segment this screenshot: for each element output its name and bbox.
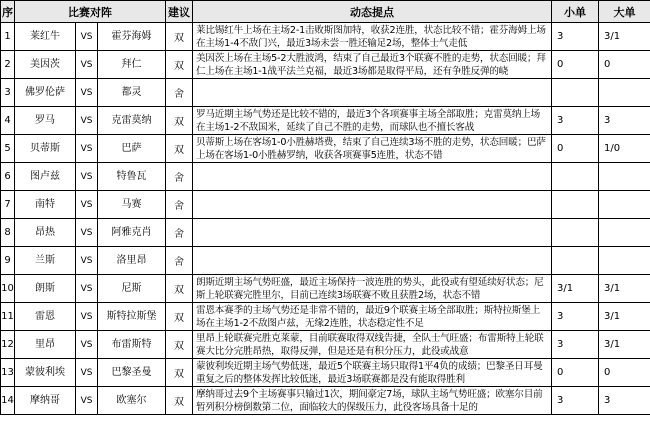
away-team — [98, 191, 166, 219]
table-row — [1, 247, 650, 275]
tip-text — [196, 164, 548, 190]
vs-label: VS — [76, 135, 98, 163]
tip-text: 罗马近期主场气势还是比较不错的，最近3个各项赛事主场全部取胜；克雷莫纳上场在主场1-2不敌国米，延续了自己不胜的走势，而球队也不擅长客战 — [196, 108, 541, 133]
tip-text: 蒙彼利埃近期主场气势低迷，最近5个联赛主场只取得1平4负的成绩；巴黎圣日耳曼重复之后的整体发挥比较低迷，最近3场联赛都是没有能取得胜利 — [196, 360, 543, 385]
table-row — [1, 51, 650, 79]
row-seq: 8 — [1, 219, 15, 247]
tip-text: 雷恩本赛季的主场气势还是非常不错的，最近9个联赛主场全部取胜；斯特拉斯堡上场在主场1-2不敌图卢兹，无缘2连胜，状态稳定性不足 — [196, 304, 541, 329]
small-value: 3 — [552, 331, 599, 359]
tip-cell — [193, 191, 552, 219]
header-seq: 序 — [1, 1, 15, 23]
small-value: 3 — [552, 107, 599, 135]
big-value — [599, 191, 650, 219]
recommend-value: 舍 — [166, 191, 193, 219]
tip-cell — [193, 303, 552, 331]
small-value — [552, 79, 599, 107]
table-row — [1, 135, 650, 163]
away-team — [98, 359, 166, 387]
table-row — [1, 275, 650, 303]
recommend-value: 舍 — [166, 163, 193, 191]
big-value — [599, 247, 650, 275]
tip-text: 摩纳哥过去9个主场赛事只输过1次，期间豪定7场，球队主场气势旺盛；欧塞尔目前暂列积分榜倒数第二位，面临较大的保级压力，此役客场具备十足的 — [196, 388, 543, 413]
recommend-value: 双 — [166, 359, 193, 387]
recommend-value: 双 — [166, 23, 193, 51]
away-team-name: 斯特拉斯堡 — [106, 311, 157, 322]
table-row — [1, 163, 650, 191]
away-team — [98, 23, 166, 51]
tip-cell — [193, 359, 552, 387]
vs-label: VS — [76, 79, 98, 107]
row-seq: 6 — [1, 163, 15, 191]
away-team — [98, 107, 166, 135]
vs-label: VS — [76, 387, 98, 415]
away-team-name: 尼斯 — [121, 283, 142, 294]
away-team-name: 欧塞尔 — [116, 395, 147, 406]
away-team-name: 巴黎圣曼 — [111, 367, 152, 378]
recommend-value: 舍 — [166, 247, 193, 275]
tip-cell — [193, 135, 552, 163]
away-team — [98, 79, 166, 107]
away-team-name: 阿雅克肖 — [111, 227, 152, 238]
tip-text: 美因茨上场在主场5-2大胜波鸿，结束了自己最近3个联赛不胜的走势，状态回暖；拜仁上场在主场1-1战平法兰克福，最近3场都是取得平局，还有争胜反弹的峣 — [196, 52, 546, 77]
small-value: 0 — [552, 135, 599, 163]
row-seq: 3 — [1, 79, 15, 107]
vs-label: VS — [76, 219, 98, 247]
table-row — [1, 23, 650, 51]
header-matchup: 比赛对阵 — [15, 1, 166, 23]
recommend-value: 双 — [166, 303, 193, 331]
row-seq: 10 — [1, 275, 15, 303]
row-seq: 1 — [1, 23, 15, 51]
table-row — [1, 191, 650, 219]
tip-cell — [193, 79, 552, 107]
home-team — [15, 331, 76, 359]
home-team-name: 摩纳哥 — [30, 395, 60, 406]
away-team — [98, 275, 166, 303]
tip-cell — [193, 247, 552, 275]
vs-label: VS — [76, 191, 98, 219]
row-seq: 12 — [1, 331, 15, 359]
tip-text — [196, 248, 548, 274]
home-team — [15, 219, 76, 247]
home-team — [15, 23, 76, 51]
small-value — [552, 191, 599, 219]
away-team — [98, 51, 166, 79]
table-header-row — [1, 1, 650, 23]
home-team — [15, 191, 76, 219]
row-seq: 5 — [1, 135, 15, 163]
home-team-name: 朗斯 — [35, 283, 55, 294]
big-value: 0 — [599, 51, 650, 79]
row-seq: 4 — [1, 107, 15, 135]
recommend-value: 双 — [166, 331, 193, 359]
small-value — [552, 219, 599, 247]
home-team — [15, 135, 76, 163]
away-team-name: 拜仁 — [121, 59, 142, 70]
header-big: 大单 — [599, 1, 650, 23]
away-team — [98, 135, 166, 163]
home-team — [15, 107, 76, 135]
header-tips: 动态提点 — [193, 1, 552, 23]
home-team-name: 里昂 — [35, 339, 55, 350]
big-value: 3/1 — [599, 331, 650, 359]
recommend-value: 舍 — [166, 79, 193, 107]
tip-text — [196, 80, 548, 106]
row-seq: 13 — [1, 359, 15, 387]
away-team-name: 特鲁瓦 — [116, 171, 147, 182]
big-value: 3 — [599, 107, 650, 135]
home-team-name: 兰斯 — [35, 255, 55, 266]
away-team — [98, 331, 166, 359]
tip-text — [196, 220, 548, 246]
vs-label: VS — [76, 275, 98, 303]
home-team-name: 佛罗伦萨 — [25, 87, 65, 98]
tip-cell — [193, 23, 552, 51]
tip-cell — [193, 387, 552, 415]
home-team — [15, 303, 76, 331]
table-row — [1, 387, 650, 415]
table-row — [1, 107, 650, 135]
big-value: 1/0 — [599, 135, 650, 163]
tip-text: 里昂上轮联赛完胜克莱蒙，目前联赛取得双线告捷，全队士气旺盛；布雷斯特上轮联赛大比分完胜昂热，取得反弹，但是还是有积分压力，此役或战意 — [196, 332, 544, 357]
small-value: 0 — [552, 51, 599, 79]
home-team-name: 南特 — [35, 199, 55, 210]
home-team-name: 雷恩 — [35, 311, 55, 322]
big-value: 0 — [599, 359, 650, 387]
big-value — [599, 163, 650, 191]
table-row — [1, 219, 650, 247]
home-team-name: 蒙彼利埃 — [25, 367, 65, 378]
vs-label: VS — [76, 247, 98, 275]
big-value — [599, 79, 650, 107]
away-team — [98, 247, 166, 275]
home-team — [15, 247, 76, 275]
small-value: 3/1 — [552, 275, 599, 303]
tip-text: 莱比锡红牛上场在主场2-1击败斯图加特，收获2连胜，状态比较不错；霍芬海姆上场在主场1-4不敌门兴，最近3场未尝一胜还输足2场，整体士气走低 — [196, 24, 546, 49]
tip-cell — [193, 219, 552, 247]
recommend-value: 双 — [166, 107, 193, 135]
big-value: 3/1 — [599, 275, 650, 303]
small-value — [552, 163, 599, 191]
tip-cell — [193, 275, 552, 303]
vs-label: VS — [76, 23, 98, 51]
vs-label: VS — [76, 163, 98, 191]
home-team-name: 罗马 — [35, 115, 55, 126]
recommend-value: 舍 — [166, 219, 193, 247]
tip-text: 贝蒂斯上场在客场1-0小胜赫塔费，结束了自己连续3场不胜的走势，状态回暖；巴萨上场在客场1-0小胜赫罗纳，收获各项赛事5连胜，状态不错 — [196, 136, 546, 161]
away-team — [98, 163, 166, 191]
big-value: 3/1 — [599, 23, 650, 51]
away-team-name: 巴萨 — [121, 143, 142, 154]
tip-cell — [193, 163, 552, 191]
away-team-name: 布雷斯特 — [111, 339, 152, 350]
recommend-value: 双 — [166, 275, 193, 303]
small-value: 3 — [552, 23, 599, 51]
home-team-name: 图卢兹 — [30, 171, 60, 182]
home-team-name: 美因茨 — [30, 59, 60, 70]
home-team-name: 莱红牛 — [30, 31, 60, 42]
header-recommend: 建议 — [166, 1, 193, 23]
vs-label: VS — [76, 303, 98, 331]
tip-cell — [193, 107, 552, 135]
recommend-value: 双 — [166, 51, 193, 79]
away-team-name: 洛里昂 — [116, 255, 147, 266]
small-value: 0 — [552, 359, 599, 387]
table-row — [1, 79, 650, 107]
home-team-name: 贝蒂斯 — [30, 143, 60, 154]
recommend-value: 双 — [166, 387, 193, 415]
table-row — [1, 359, 650, 387]
home-team — [15, 163, 76, 191]
away-team-name: 霍芬海姆 — [111, 31, 152, 42]
away-team — [98, 219, 166, 247]
header-small: 小单 — [552, 1, 599, 23]
row-seq: 14 — [1, 387, 15, 415]
vs-label: VS — [76, 331, 98, 359]
home-team — [15, 79, 76, 107]
home-team — [15, 359, 76, 387]
table-row — [1, 303, 650, 331]
small-value — [552, 247, 599, 275]
tip-text — [196, 192, 548, 218]
away-team — [98, 387, 166, 415]
row-seq: 2 — [1, 51, 15, 79]
home-team — [15, 387, 76, 415]
small-value: 3 — [552, 303, 599, 331]
away-team-name: 克雷莫纳 — [111, 115, 152, 126]
vs-label: VS — [76, 51, 98, 79]
away-team — [98, 303, 166, 331]
vs-label: VS — [76, 359, 98, 387]
tip-cell — [193, 331, 552, 359]
away-team-name: 都灵 — [121, 87, 142, 98]
big-value: 3/1 — [599, 303, 650, 331]
home-team — [15, 51, 76, 79]
home-team — [15, 275, 76, 303]
recommend-value: 双 — [166, 135, 193, 163]
row-seq: 9 — [1, 247, 15, 275]
tip-cell — [193, 51, 552, 79]
home-team-name: 昂热 — [35, 227, 55, 238]
tip-text: 朗斯近期主场气势旺盛，最近主场保持一波连胜的势头，此役或有望延续好状态；尼斯上轮联赛完胜里尔，目前已连续3场联赛不败且获胜2场，状态不错 — [196, 276, 544, 301]
row-seq: 7 — [1, 191, 15, 219]
table-row — [1, 331, 650, 359]
away-team-name: 马赛 — [121, 199, 142, 210]
small-value: 3 — [552, 387, 599, 415]
big-value: 3 — [599, 387, 650, 415]
vs-label: VS — [76, 107, 98, 135]
row-seq: 11 — [1, 303, 15, 331]
big-value — [599, 219, 650, 247]
